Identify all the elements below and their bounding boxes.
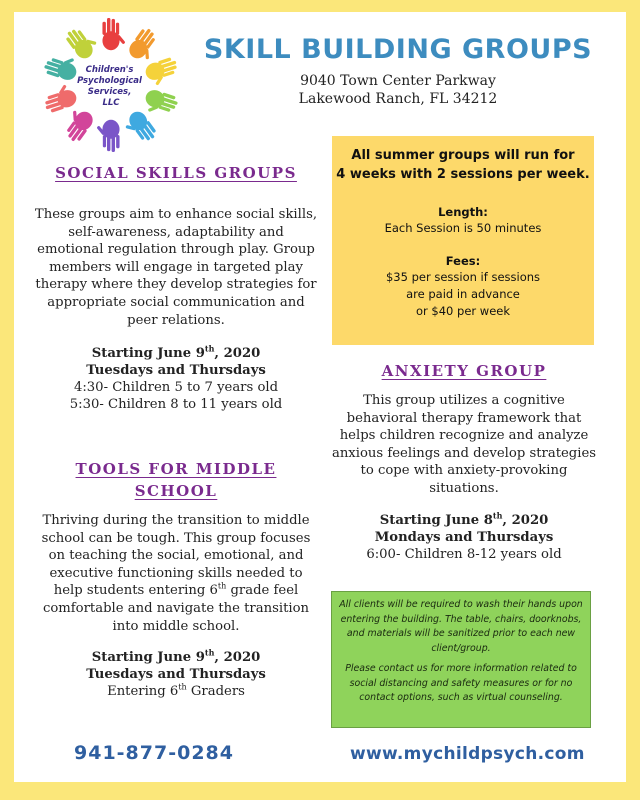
start-date: Starting June 9th, 2020 [91,343,261,362]
hand-print-icon [142,88,180,120]
address [188,72,608,108]
section-description: This group utilizes a cognitive behavioral therapy framework that helps children recognize and analyze anxious feelings and develop strategies to cope with anxiety-provoking situations. [331,393,597,496]
logo [38,18,184,152]
hand-print-icon [41,82,79,114]
section-heading: ANXIETY GROUP [381,362,547,380]
section-description: These groups aim to enhance social skills, self-awareness, adaptability and emotional regulation through play. Group members will engage in targeted play therapy where they develop strategies for appropriate social communication and peer relations. [34,207,318,328]
contact-notice-text: Please contact us for more information related to social distancing and safety measures or for no contact options, such as virtual counseling. [345,663,577,703]
session-time: 6:00- Children 8-12 years old [366,546,562,562]
social-skills-section [26,164,326,413]
hand-print-icon [63,22,101,62]
hand-print-icon [121,108,159,148]
section-heading: TOOLS FOR MIDDLE SCHOOL [75,460,277,500]
middle-school-section [26,458,326,700]
hand-print-icon [96,120,119,152]
meeting-days: Mondays and Thursdays [374,529,554,545]
session-time: 5:30- Children 8 to 11 years old [69,397,283,413]
length-label: Length: [438,205,488,219]
hand-print-icon [43,50,81,82]
schedule [26,345,326,413]
section-heading: SOCIAL SKILLS GROUPS [55,164,297,182]
summer-headline: All summer groups will run for 4 weeks with 2 sessions per week. [336,148,590,182]
fees-text: $35 per session if sessions are paid in advance or $40 per week [385,270,541,318]
start-date: Starting June 8th, 2020 [379,510,549,528]
address-line: Lakewood Ranch, FL 34212 [298,91,498,107]
hand-print-icon [102,18,125,50]
address-line: 9040 Town Center Parkway [300,73,496,89]
audience: Entering 6th Graders [107,682,245,700]
anxiety-section [330,362,598,563]
safety-notice-text: All clients will be required to wash their hands upon entering the building. The table, chairs, doorknobs, and materials will be sanitized prior to each new client/group. [339,599,583,654]
hand-print-icon [126,26,164,66]
hand-print-icon [59,105,97,145]
hand-print-ring-icon [38,18,184,152]
length-text: Each Session is 50 minutes [384,221,542,235]
safety-notice-box [331,591,591,728]
schedule [330,512,598,563]
schedule [26,649,326,700]
page-title: SKILL BUILDING GROUPS [203,34,593,65]
flyer-page [14,12,626,782]
section-description: Thriving during the transition to middle school can be tough. This group focuses on teaching the social, emotional, and executive functioning skills needed to help students entering 6th grade feel comfortable and navigate the transition into middle school. [41,513,311,634]
session-time: 4:30- Children 5 to 7 years old [73,380,279,396]
phone-number[interactable]: 941-877-0284 [74,742,234,764]
meeting-days: Tuesdays and Thursdays [86,363,266,379]
meeting-days: Tuesdays and Thursdays [86,667,266,683]
hand-print-icon [143,56,181,88]
svg-text:Children's Psychologic: Children's Psychological Services, LLC [77,65,142,108]
summer-info-box [332,136,594,345]
website-link[interactable]: www.mychildpsych.com [350,744,585,764]
start-date: Starting June 9th, 2020 [91,647,261,666]
fees-label: Fees: [445,254,481,268]
